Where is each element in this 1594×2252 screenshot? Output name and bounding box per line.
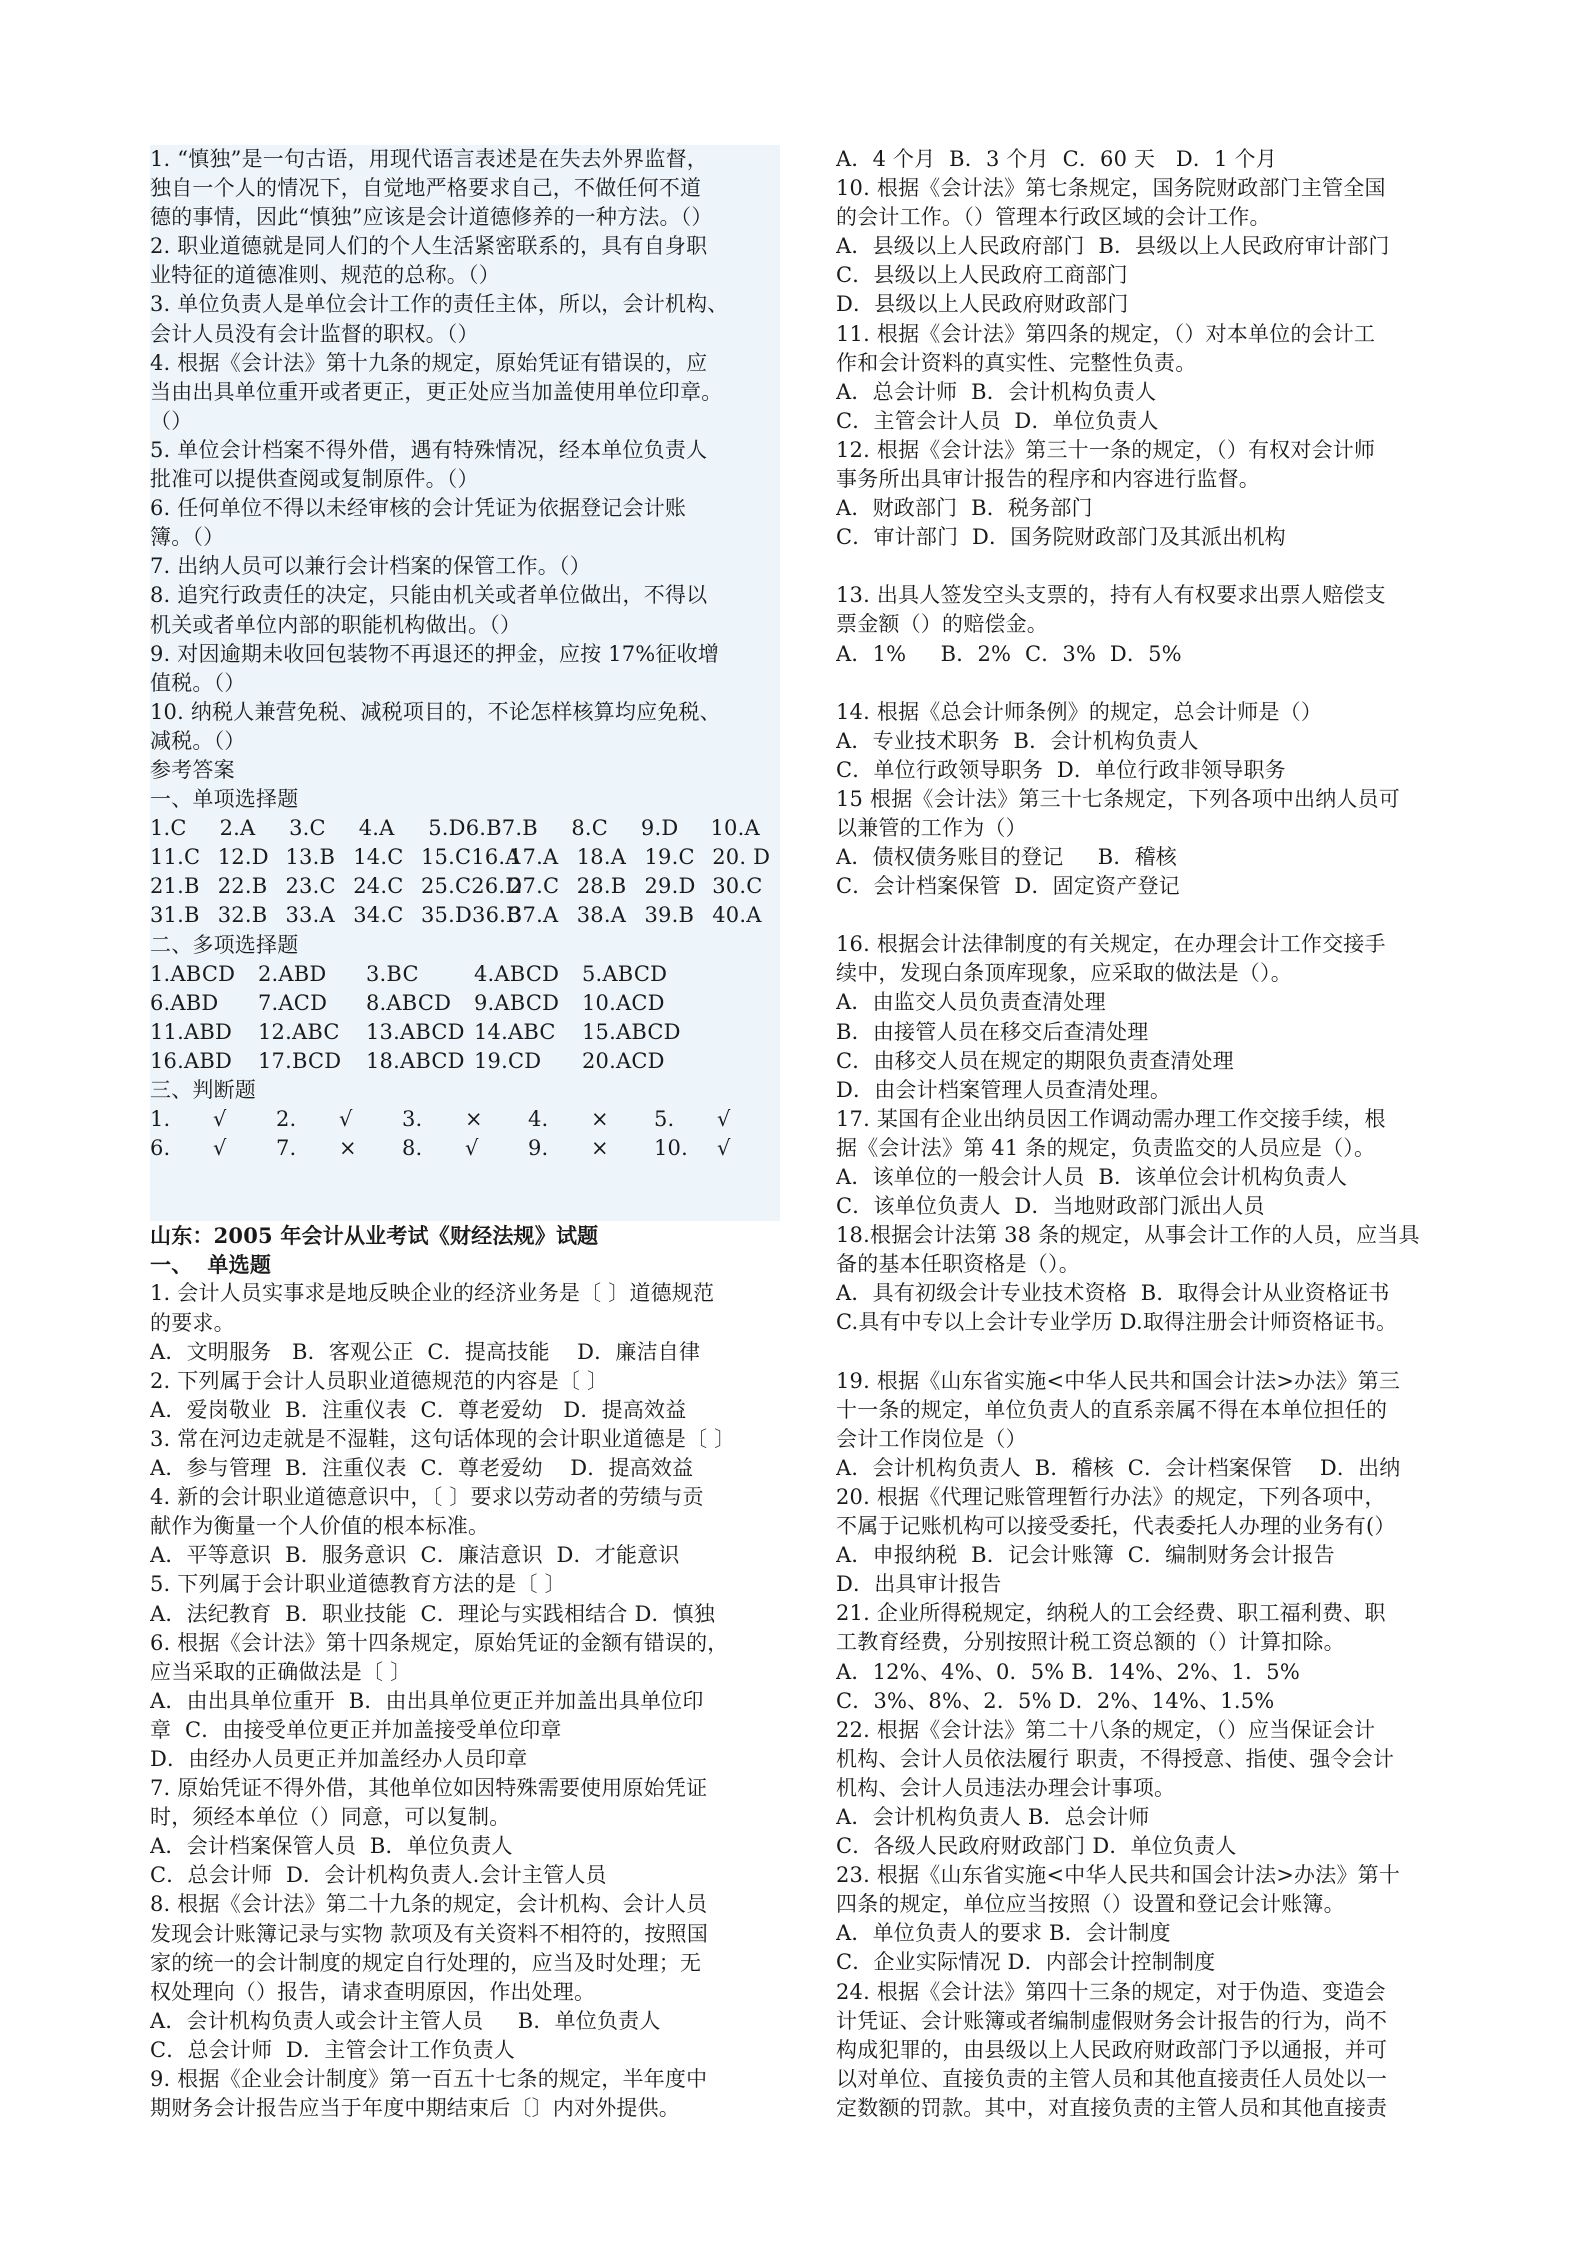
question-line: A．爱岗敬业 B．注重仪表 C．尊老爱幼 D．提高效益 (150, 1397, 687, 1422)
question-block (836, 1367, 1476, 2123)
question-line: 机关或者单位内部的职能机构做出。（） (150, 612, 522, 637)
answer-cell: 15.ABCD (582, 1019, 681, 1044)
answer-cell: 28.B (576, 874, 627, 899)
question-line: 业特征的道德准则、规范的总称。（） (150, 263, 500, 288)
question-line: 会计人员没有会计监督的职权。（） (150, 321, 479, 346)
question-line: A．文明服务 B．客观公正 C．提高技能 D．廉洁自律 (150, 1339, 701, 1364)
question-line: 1. “慎独”是一句古语，用现代语言表述是在失去外界监督， (150, 147, 708, 171)
question-line: 18.根据会计法第 38 条的规定，从事会计工作的人员，应当具 (836, 1223, 1420, 1248)
question-line: C．该单位负责人 D．当地财政部门派出人员 (836, 1194, 1265, 1219)
question-line: A．会计机构负责人或会计主管人员 B．单位负责人 (150, 2008, 661, 2033)
question-line: 6. 根据《会计法》第十四条规定，原始凭证的金额有错误的， (150, 1630, 729, 1655)
answer-cell: 8.ABCD (366, 990, 452, 1015)
answer-cell: 5.ABCD (582, 961, 668, 986)
answer-cell: 5.D6.B (428, 816, 502, 841)
question-line: 章 C．由接受单位更正并加盖接受单位印章 (150, 1717, 562, 1742)
question-line: A．由出具单位重开 B．由出具单位更正并加盖出具单位印 (150, 1688, 704, 1713)
question-line: A．会计机构负责人 B．总会计师 (836, 1804, 1150, 1829)
answer-cell: 16.ABD (150, 1048, 233, 1073)
answer-cell: 19.C (644, 845, 695, 870)
answer-cell: 34.C (353, 903, 404, 928)
question-line: 的要求。 (150, 1310, 235, 1335)
judgment-questions (150, 145, 780, 756)
answer-cell: √ (213, 1136, 227, 1161)
question-line: 德的事情，因此“慎独”应该是会计道德修养的一种方法。（） (150, 205, 713, 230)
question-line: 7. 原始凭证不得外借，其他单位如因特殊需要使用原始凭证 (150, 1776, 708, 1801)
question-line: C．会计档案保管 D．固定资产登记 (836, 874, 1180, 899)
answer-cell: √ (213, 1107, 227, 1132)
answer-cell: 4. (528, 1107, 549, 1132)
question-line: C．主管会计人员 D．单位负责人 (836, 408, 1159, 433)
question-line: 四条的规定，单位应当按照（）设置和登记会计账簿。 (836, 1892, 1345, 1917)
answer-cell: × (591, 1136, 609, 1161)
question-line: 8. 根据《会计法》第二十九条的规定，会计机构、会计人员 (150, 1892, 708, 1917)
question-line: 15 根据《会计法》第三十七条规定，下列各项中出纳人员可 (836, 786, 1400, 811)
question-line: A．1% B．2% C．3% D．5% (836, 641, 1182, 666)
question-line: 20. 根据《代理记账管理暂行办法》的规定，下列各项中， (836, 1484, 1386, 1509)
answer-cell: 12.D (217, 845, 269, 870)
answer-cell: 20.ACD (582, 1048, 665, 1073)
question-line: D．由经办人员更正并加盖经办人员印章 (150, 1746, 528, 1771)
question-line: A．县级以上人民政府部门 B．县级以上人民政府审计部门 (836, 234, 1390, 259)
question-line: 3. 单位负责人是单位会计工作的责任主体，所以，会计机构、 (150, 292, 729, 317)
answer-cell: 29.D (644, 874, 696, 899)
question-line: 发现会计账簿记录与实物 款项及有关资料不相符的，按照国 (150, 1921, 709, 1946)
question-line: C．审计部门 D．国务院财政部门及其派出机构 (836, 525, 1286, 550)
answer-cell: 1.ABCD (150, 961, 236, 986)
question-line: 以对单位、直接负责的主管人员和其他直接责任人员处以一 (836, 2066, 1388, 2091)
question-line: 10. 纳税人兼营免税、减税项目的，不论怎样核算均应免税、 (150, 699, 721, 724)
question-line: 当由出具单位重开或者更正，更正处应当加盖使用单位印章。 (150, 379, 723, 404)
question-line: 定数额的罚款。其中，对直接负责的主管人员和其他直接责 (836, 2095, 1388, 2120)
answer-cell: 17.A (509, 845, 559, 870)
answer-cell: 20. D (712, 845, 771, 870)
question-line: 期财务会计报告应当于年度中期结束后〔〕内对外提供。 (150, 2096, 680, 2121)
question-line: D．出具审计报告 (836, 1572, 1002, 1597)
answer-cell: 15.C16.A (421, 845, 521, 870)
answer-cell: 19.CD (474, 1048, 542, 1073)
question-line: B．由接管人员在移交后查清处理 (836, 1019, 1149, 1044)
answer-cell: × (339, 1136, 357, 1161)
question-line: 16. 根据会计法律制度的有关规定，在办理会计工作交接手 (836, 932, 1386, 957)
question-line: A．12%、4%、0．5% B．14%、2%、1．5% (836, 1659, 1301, 1684)
question-line: D．由会计档案管理人员查清处理。 (836, 1077, 1172, 1102)
question-line: A．会计档案保管人员 B．单位负责人 (150, 1834, 513, 1859)
answer-cell: 6. (150, 1136, 171, 1161)
question-line: A．债权债务账目的登记 B．稽核 (836, 845, 1177, 870)
answer-cell: 18.ABCD (366, 1048, 465, 1073)
answer-cell: 2.A (219, 816, 256, 841)
answer-cell: 4.ABCD (474, 961, 560, 986)
answer-cell: 24.C (353, 874, 404, 899)
answer-cell: 31.B (150, 903, 200, 928)
question-line: 十一条的规定，单位负责人的直系亲属不得在本单位担任的 (836, 1397, 1388, 1422)
multi-choice-answers (150, 960, 780, 1076)
answer-cell: 22.B (217, 874, 268, 899)
answer-cell: 6.ABD (150, 990, 219, 1015)
question-line: A．该单位的一般会计人员 B．该单位会计机构负责人 (836, 1165, 1348, 1189)
answer-row (150, 843, 780, 872)
question-block (836, 930, 1476, 1337)
question-line: 9. 根据《企业会计制度》第一百五十七条的规定，半年度中 (150, 2067, 708, 2091)
question-line: 22. 根据《会计法》第二十八条的规定，（）应当保证会计 (836, 1717, 1376, 1742)
question-line: 以兼管的工作为（） (836, 815, 1027, 840)
answer-cell: 32.B (217, 903, 268, 928)
multi-choice-answers-title: 二、多项选择题 (150, 932, 299, 957)
question-line: 的会计工作。（）管理本行政区域的会计工作。 (836, 205, 1271, 230)
question-line: C．3%、8%、2．5% D．2%、14%、1.5% (836, 1688, 1275, 1713)
answer-cell: √ (339, 1107, 353, 1132)
question-line: C．总会计师 D．会计机构负责人.会计主管人员 (150, 1863, 607, 1888)
question-line: 19. 根据《山东省实施<中华人民共和国会计法>办法》第三 (836, 1368, 1401, 1393)
question-line: 6. 任何单位不得以未经审核的会计凭证为依据登记会计账 (150, 496, 687, 521)
question-line: C．企业实际情况 D．内部会计控制制度 (836, 1950, 1216, 1975)
question-line: 2. 下列属于会计人员职业道德规范的内容是〔 〕 (150, 1368, 609, 1393)
answer-cell: 3.BC (366, 961, 419, 986)
question-line: 簿。（） (150, 525, 225, 550)
question-line: 构成犯罪的，由县级以上人民政府财政部门予以通报，并可 (836, 2037, 1388, 2062)
question-line: 机构、会计人员违法办理会计事项。 (836, 1775, 1176, 1800)
answer-cell: 40.A (712, 903, 762, 928)
question-line: A．具有初级会计专业技术资格 B．取得会计从业资格证书 (836, 1281, 1390, 1306)
answer-cell: 9.ABCD (474, 990, 560, 1015)
question-line: 4. 新的会计职业道德意识中，〔 〕要求以劳动者的劳绩与贡 (150, 1485, 704, 1510)
question-line: A．法纪教育 B．职业技能 C．理论与实践相结合 D．慎独 (150, 1601, 716, 1626)
question-line: 5. 单位会计档案不得外借，遇有特殊情况，经本单位负责人 (150, 437, 708, 462)
answer-cell: 1.C (150, 816, 187, 841)
answer-cell: 12.ABC (258, 1019, 340, 1044)
question-line: 独自一个人的情况下，自觉地严格要求自己，不做任何不道 (150, 176, 702, 201)
question-line: C.具有中专以上会计专业学历 D.取得注册会计师资格证书。 (836, 1310, 1398, 1335)
answer-cell: 10. (654, 1136, 688, 1161)
question-line: 备的基本任职资格是（）。 (836, 1252, 1080, 1277)
answer-row (150, 814, 780, 843)
answer-cell: 27.C (509, 874, 560, 899)
answer-cell: 5. (654, 1107, 675, 1132)
section-title: 一、 单选题 (150, 1252, 272, 1278)
question-line: 1. 会计人员实事求是地反映企业的经济业务是〔 〕道德规范 (150, 1281, 715, 1306)
answer-cell: 25.C26.D (421, 874, 523, 899)
question-line: 据《会计法》第 41 条的规定，负责监交的人员应是（）。 (836, 1135, 1376, 1160)
question-line: 事务所出具审计报告的程序和内容进行监督。 (836, 467, 1260, 492)
question-line: C．由移交人员在规定的期限负责查清处理 (836, 1048, 1234, 1073)
single-choice-answers-title: 一、单项选择题 (150, 787, 299, 812)
question-line: 9. 对因逾期未收回包装物不再退还的押金，应按 17%征收增 (150, 641, 720, 666)
right-column (836, 145, 1476, 2123)
answer-row (150, 1047, 780, 1076)
question-line: 3. 常在河边走就是不湿鞋，这句话体现的会计职业道德是〔 〕 (150, 1426, 736, 1451)
answer-cell: 30.C (712, 874, 763, 899)
question-line: A．参与管理 B．注重仪表 C．尊老爱幼 D．提高效益 (150, 1456, 694, 1481)
answer-cell: 2.ABD (258, 961, 327, 986)
question-line: 机构、会计人员依法履行 职责，不得授意、指使、强令会计 (836, 1746, 1395, 1771)
answer-cell: √ (717, 1107, 731, 1132)
answer-cell: 7. (276, 1136, 297, 1161)
left-column (150, 145, 780, 2123)
answer-cell: 35.D36.B (421, 903, 522, 928)
question-line: 续中，发现白条顶库现象，应采取的做法是（）。 (836, 961, 1292, 986)
answer-cell: × (591, 1107, 609, 1132)
question-line: 作和会计资料的真实性、完整性负责。 (836, 350, 1197, 375)
question-line: A．平等意识 B．服务意识 C．廉洁意识 D．才能意识 (150, 1543, 680, 1568)
question-line: 17. 某国有企业出纳员因工作调动需办理工作交接手续，根 (836, 1106, 1386, 1131)
answer-row (150, 989, 780, 1018)
question-line: 家的统一的会计制度的规定自行处理的，应当及时处理；无 (150, 1950, 702, 1975)
answer-cell: × (465, 1107, 483, 1132)
question-line: （） (150, 408, 193, 433)
answer-cell: 18.A (576, 845, 627, 870)
question-line: 时，须经本单位（）同意，可以复制。 (150, 1805, 511, 1830)
answer-cell: 3. (402, 1107, 423, 1132)
question-line: A．由监交人员负责查清处理 (836, 990, 1106, 1015)
true-false-answers-title: 三、判断题 (150, 1078, 256, 1102)
question-line: 23. 根据《山东省实施<中华人民共和国会计法>办法》第十 (836, 1863, 1401, 1888)
answer-cell: 23.C (285, 874, 336, 899)
question-line: C．单位行政领导职务 D．单位行政非领导职务 (836, 757, 1286, 782)
question-line: A．总会计师 B．会计机构负责人 (836, 379, 1157, 404)
answer-cell: 39.B (644, 903, 695, 928)
answer-row (150, 1018, 780, 1047)
answer-cell: √ (465, 1136, 479, 1161)
answers-title: 参考答案 (150, 757, 235, 782)
question-line: 献作为衡量一个人价值的根本标准。 (150, 1514, 490, 1539)
answer-cell: 1. (150, 1107, 171, 1132)
answer-cell: 9. (528, 1136, 549, 1161)
answer-row (150, 960, 780, 989)
question-line: 10. 根据《会计法》第七条规定，国务院财政部门主管全国 (836, 176, 1386, 201)
question-line: 批准可以提供查阅或复制原件。（） (150, 467, 479, 492)
exam-title: 山东：2005 年会计从业考试《财经法规》试题 (150, 1223, 599, 1249)
question-line: A．4 个月 B．3 个月 C．60 天 D．1 个月 (836, 147, 1277, 171)
answer-cell: 10.A (710, 816, 760, 841)
question-line: 工教育经费，分别按照计税工资总额的（）计算扣除。 (836, 1630, 1345, 1655)
question-line: 会计工作岗位是（） (836, 1426, 1027, 1451)
question-line: 21. 企业所得税规定，纳税人的工会经费、职工福利费、职 (836, 1601, 1386, 1626)
answer-row (150, 901, 780, 930)
single-choice-questions (150, 1279, 780, 2123)
question-line: A．单位负责人的要求 B．会计制度 (836, 1921, 1171, 1946)
question-line: A．申报纳税 B．记会计账簿 C．编制财务会计报告 (836, 1543, 1335, 1568)
answer-row (150, 1134, 780, 1163)
question-line: 应当采取的正确做法是〔 〕 (150, 1659, 412, 1684)
question-line: 票金额（）的赔偿金。 (836, 612, 1048, 637)
question-line: 8. 追究行政责任的决定，只能由机关或者单位做出，不得以 (150, 583, 708, 608)
question-line: A．财政部门 B．税务部门 (836, 496, 1093, 521)
question-line: C．总会计师 D．主管会计工作负责人 (150, 2037, 516, 2062)
answer-cell: 33.A (285, 903, 335, 928)
single-choice-answers (150, 814, 780, 930)
question-line: 减税。（） (150, 728, 246, 753)
answer-row (150, 1105, 780, 1134)
answer-cell: 13.ABCD (366, 1019, 465, 1044)
answer-cell: 38.A (576, 903, 627, 928)
question-line: A．专业技术职务 B．会计机构负责人 (836, 728, 1199, 753)
answer-cell: 2. (276, 1107, 297, 1132)
question-line: 2. 职业道德就是同人们的个人生活紧密联系的，具有自身职 (150, 234, 708, 259)
answer-cell: 7.ACD (258, 990, 328, 1015)
question-block (836, 581, 1476, 668)
answer-cell: 3.C (289, 816, 326, 841)
question-line: 12. 根据《会计法》第三十一条的规定，（）有权对会计师 (836, 437, 1376, 462)
answer-cell: 10.ACD (582, 990, 665, 1015)
question-line: 值税。（） (150, 670, 246, 695)
answer-cell: 17.BCD (258, 1048, 342, 1073)
question-line: 7. 出纳人员可以兼行会计档案的保管工作。（） (150, 554, 591, 579)
question-line: 13. 出具人签发空头支票的，持有人有权要求出票人赔偿支 (836, 583, 1386, 608)
question-line: 计凭证、会计账簿或者编制虚假财务会计报告的行为，尚不 (836, 2008, 1388, 2033)
question-line: 11. 根据《会计法》第四条的规定，（）对本单位的会计工 (836, 321, 1376, 346)
answer-cell: 9.D (640, 816, 679, 841)
answer-cell: 7.B (501, 816, 538, 841)
question-line: A．会计机构负责人 B．稽核 C．会计档案保管 D．出纳 (836, 1455, 1401, 1480)
answer-cell: 11.C (150, 845, 201, 870)
answer-cell: 14.ABC (474, 1019, 556, 1044)
answer-cell: 8.C (571, 816, 609, 841)
answer-cell: 13.B (285, 845, 336, 870)
question-line: C．各级人民政府财政部门 D．单位负责人 (836, 1834, 1237, 1859)
answer-cell: 11.ABD (150, 1019, 233, 1044)
judgment-block (150, 145, 780, 1221)
true-false-answers (150, 1105, 780, 1163)
answer-cell: 21.B (150, 874, 200, 899)
question-block (836, 698, 1476, 902)
answer-row (150, 872, 780, 901)
question-line: D．县级以上人民政府财政部门 (836, 292, 1129, 317)
answer-cell: 14.C (353, 845, 404, 870)
question-line: C．县级以上人民政府工商部门 (836, 263, 1128, 288)
question-line: 24. 根据《会计法》第四十三条的规定，对于伪造、变造会 (836, 1979, 1386, 2004)
question-block (836, 145, 1476, 552)
question-line: 权处理向（）报告，请求查明原因，作出处理。 (150, 1979, 596, 2004)
question-line: 4. 根据《会计法》第十九条的规定，原始凭证有错误的，应 (150, 350, 708, 375)
question-line: 14. 根据《总会计师条例》的规定，总会计师是（） (836, 699, 1323, 724)
question-line: 不属于记账机构可以接受委托，代表委托人办理的业务有(） (836, 1514, 1396, 1539)
question-line: 5. 下列属于会计职业道德教育方法的是〔 〕 (150, 1572, 566, 1597)
answer-cell: 4.A (358, 816, 395, 841)
answer-cell: 8. (402, 1136, 423, 1161)
answer-cell: √ (717, 1136, 731, 1161)
answer-cell: 37.A (509, 903, 559, 928)
